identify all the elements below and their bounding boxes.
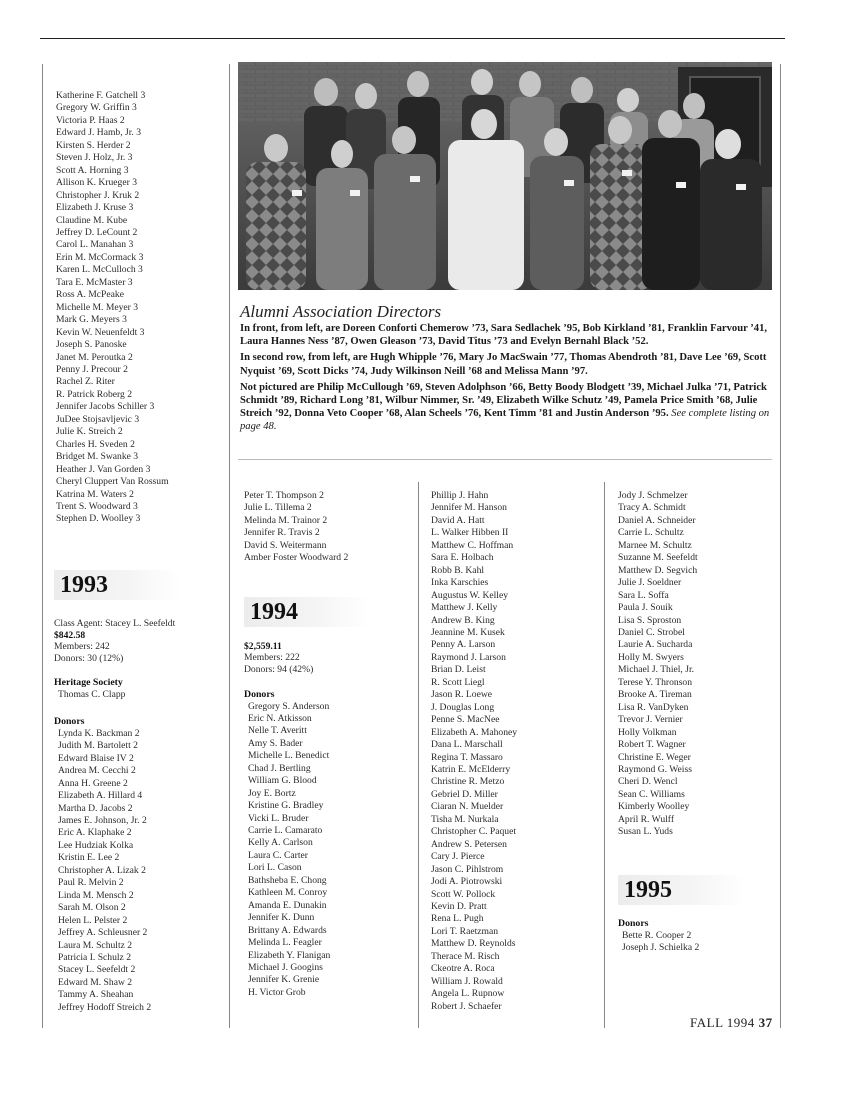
list-item: Ross A. McPeake (56, 289, 124, 301)
list-item: William J. Rowald (431, 975, 503, 987)
list-item: Daniel C. Strobel (618, 626, 685, 638)
photo-caption-title: Alumni Association Directors (240, 302, 442, 321)
members-count: Members: 242 (54, 641, 110, 653)
list-item: Charles H. Sveden 2 (56, 438, 135, 450)
donor-list (618, 490, 778, 839)
group-photo-image (238, 62, 772, 290)
list-item: L. Walker Hibben II (431, 527, 509, 539)
list-item: Jeffrey A. Schleusner 2 (58, 927, 148, 939)
list-item: Gebriel D. Miller (431, 788, 498, 800)
list-item: Carrie L. Schultz (618, 527, 684, 539)
list-item: Regina T. Massaro (431, 751, 503, 763)
column-divider (604, 482, 605, 1028)
list-item: Raymond J. Larson (431, 651, 506, 663)
amount-raised: $2,559.11 (244, 640, 282, 652)
donor-list (618, 930, 778, 955)
list-item: Vicki L. Bruder (248, 812, 309, 824)
list-item: Bridget M. Swanke 3 (56, 451, 139, 463)
list-item: Anna H. Greene 2 (58, 777, 128, 789)
list-item: Andrea M. Cecchi 2 (58, 765, 136, 777)
list-item: David S. Weitermann (244, 539, 327, 551)
list-item: Matthew C. Hoffman (431, 539, 514, 551)
list-item: Augustus W. Kelley (431, 589, 509, 601)
list-item: Edward M. Shaw 2 (58, 976, 133, 988)
list-item: Kathleen M. Conroy (248, 887, 328, 899)
list-item: Paul R. Melvin 2 (58, 877, 124, 889)
list-item: Lisa S. Sproston (618, 614, 682, 626)
column-divider (418, 482, 419, 1028)
list-item: Carol L. Manahan 3 (56, 239, 134, 251)
list-item: Therace M. Risch (431, 950, 500, 962)
list-item: Melinda L. Feagler (248, 937, 322, 949)
members-count: Members: 222 (244, 652, 300, 664)
list-item: Lynda K. Backman 2 (58, 727, 140, 739)
list-item: Scott A. Horning 3 (56, 164, 129, 176)
list-item: Marnee M. Schultz (618, 539, 692, 551)
list-item: Jeffrey Hodoff Streich 2 (58, 1001, 152, 1013)
heritage-society-list (54, 689, 226, 701)
list-item: Jennifer M. Hanson (431, 502, 507, 514)
list-item: Laura M. Schultz 2 (58, 939, 133, 951)
list-item: Holly Volkman (618, 726, 677, 738)
list-item: Inka Karschies (431, 577, 489, 589)
list-item: Tracy A. Schmidt (618, 502, 686, 514)
list-item: Thomas C. Clapp (58, 689, 126, 701)
list-item: Edward Blaise IV 2 (58, 752, 134, 764)
list-item: Joseph J. Schielka 2 (622, 942, 700, 954)
list-item: Angela L. Rupnow (431, 988, 505, 1000)
donors-heading: Donors (244, 688, 275, 700)
list-item: Kimberly Woolley (618, 801, 690, 813)
list-item: Laurie A. Sucharda (618, 639, 693, 651)
not-pictured-text: Not pictured are Philip McCullough ’69, Steven Adolphson ’66, Betty Boody Blodgett ’39, Michael Julka ’71, Patrick Schmidt ’89, Richard Long ’81, Wilbur Nimmer, Sr. ’49, Elizabeth Wilke Schutz ’49, Pamela Price Smith ’68, Julie Streich ’92, Donna Veto Cooper ’68, Alan Scheels ’76, Kent Timm ’81 and Justin Anderson ’95. (240, 381, 767, 420)
list-item: R. Patrick Roberg 2 (56, 388, 133, 400)
donor-list (54, 728, 226, 1014)
list-item: Sara L. Soffa (618, 589, 669, 601)
list-item: Kristin E. Lee 2 (58, 852, 120, 864)
list-item: Jason C. Pihlstrom (431, 863, 504, 875)
list-item: Terese Y. Thronson (618, 676, 693, 688)
list-item: H. Victor Grob (248, 986, 306, 998)
list-item: Michelle M. Meyer 3 (56, 301, 139, 313)
list-item: Joy E. Bortz (248, 787, 296, 799)
list-item: Ciaran N. Muelder (431, 801, 504, 813)
list-item: JuDee Stojsavljevic 3 (56, 413, 140, 425)
list-item: Judith M. Bartolett 2 (58, 740, 138, 752)
list-item: Trevor J. Vernier (618, 714, 683, 726)
list-item: Eric A. Klaphake 2 (58, 827, 132, 839)
issue-label: FALL 1994 (690, 1015, 755, 1030)
list-item: Lori T. Raetzman (431, 925, 499, 937)
caption-divider (238, 459, 772, 460)
list-item: William G. Blood (248, 775, 317, 787)
list-item: Cary J. Pierce (431, 851, 485, 863)
list-item: Erin M. McCormack 3 (56, 251, 144, 263)
list-item: Tisha M. Nurkala (431, 813, 499, 825)
list-item: Christopher A. Lizak 2 (58, 864, 146, 876)
list-item: Heather J. Van Gorden 3 (56, 463, 151, 475)
list-item: Daniel A. Schneider (618, 514, 696, 526)
class-1992-donor-list-continued (244, 490, 416, 565)
list-item: Gregory S. Anderson (248, 700, 330, 712)
caption-second-row: In second row, from left, are Hugh Whipple ’76, Mary Jo MacSwain ’77, Thomas Abendroth ’81, Dave Lee ’69, Scott Nyquist ’69, Scott Dicks ’74, Judy Wilkinson Neill ’68 and Melissa Mann ’97. (240, 352, 767, 377)
list-item: Elizabeth A. Hillard 4 (58, 790, 143, 802)
list-item: Victoria P. Haas 2 (56, 114, 125, 126)
year-heading: 1995 (618, 875, 744, 905)
list-item: Ckeotre A. Roca (431, 963, 495, 975)
list-item: Laura C. Carter (248, 849, 308, 861)
list-item: Kelly A. Carlson (248, 837, 313, 849)
list-item: Patricia I. Schulz 2 (58, 951, 131, 963)
list-item: Christine R. Metzo (431, 776, 505, 788)
see-listing-note: See complete listing on page 48. (240, 408, 770, 433)
list-item: Rachel Z. Riter (56, 376, 115, 388)
list-item: Julie J. Soeldner (618, 577, 682, 589)
list-item: Melinda M. Trainor 2 (244, 514, 328, 526)
list-item: Andrew B. King (431, 614, 495, 626)
top-rule (40, 38, 785, 39)
list-item: April R. Wulff (618, 813, 675, 825)
list-item: Michael J. Googins (248, 962, 323, 974)
list-item: Joseph S. Panoske (56, 339, 127, 351)
list-item: David A. Hatt (431, 514, 485, 526)
list-item: Steven J. Holz, Jr. 3 (56, 152, 133, 164)
list-item: Helen L. Pelster 2 (58, 914, 128, 926)
year-heading: 1993 (54, 570, 180, 600)
list-item: Lee Hudziak Kolka (58, 839, 134, 851)
list-item: Katrina M. Waters 2 (56, 488, 134, 500)
list-item: Mark G. Meyers 3 (56, 314, 127, 326)
list-item: Allison K. Krueger 3 (56, 177, 137, 189)
list-item: Martha D. Jacobs 2 (58, 802, 133, 814)
list-item: Amy S. Bader (248, 737, 303, 749)
list-item: Matthew D. Reynolds (431, 938, 516, 950)
list-item: Amber Foster Woodward 2 (244, 552, 349, 564)
list-item: Bathsheba E. Chong (248, 874, 327, 886)
list-item: Rena L. Pugh (431, 913, 484, 925)
list-item: Matthew D. Segvich (618, 564, 698, 576)
list-item: Penny A. Larson (431, 639, 496, 651)
list-item: Scott W. Pollock (431, 888, 496, 900)
list-item: Andrew S. Petersen (431, 838, 507, 850)
year-heading: 1994 (244, 597, 368, 627)
list-item: Robb B. Kahl (431, 564, 485, 576)
list-item: Stacey L. Seefeldt 2 (58, 964, 136, 976)
list-item: Raymond G. Weiss (618, 763, 692, 775)
list-item: Gregory W. Griffin 3 (56, 102, 137, 114)
list-item: Matthew J. Kelly (431, 602, 498, 614)
heritage-society-heading: Heritage Society (54, 677, 123, 689)
donor-list-column-3 (431, 490, 601, 1013)
list-item: Brian D. Leist (431, 664, 486, 676)
list-item: Kevin W. Neuenfeldt 3 (56, 326, 145, 338)
list-item: Phillip J. Hahn (431, 490, 489, 501)
list-item: Brooke A. Tireman (618, 689, 692, 701)
list-item: Peter T. Thompson 2 (244, 490, 324, 501)
list-item: Robert T. Wagner (618, 739, 686, 751)
donor-list-column-4 (618, 490, 778, 955)
list-item: Stephen D. Woolley 3 (56, 513, 141, 525)
list-item: Jody J. Schmelzer (618, 490, 688, 501)
list-item: Janet M. Peroutka 2 (56, 351, 133, 363)
list-item: Julie L. Tillema 2 (244, 502, 312, 514)
list-item: Cheryl Cluppert Van Rossum (56, 476, 169, 488)
list-item: Susan L. Yuds (618, 826, 673, 838)
list-item: Elizabeth A. Mahoney (431, 726, 518, 738)
list-item: Michelle L. Benedict (248, 750, 330, 762)
list-item: Lisa R. VanDyken (618, 701, 689, 713)
amount-raised: $842.58 (54, 629, 86, 641)
column-divider (229, 64, 230, 1028)
list-item: Jeannine M. Kusek (431, 626, 505, 638)
list-item: Lori L. Cason (248, 862, 302, 874)
list-item: Tara E. McMaster 3 (56, 276, 133, 288)
caption-front-row: In front, from left, are Doreen Conforti Chemerow ’73, Sara Sedlachek ’95, Bob Kirkland ’81, Franklin Farvour ’41, Laura Hannes Ness ’87, Owen Gleason ’73, David Titus ’73 and Evelyn Bernahl Black ’52. (240, 323, 768, 348)
directors-group-photo (238, 62, 772, 290)
donors-count: Donors: 30 (12%) (54, 652, 124, 664)
list-item: James E. Johnson, Jr. 2 (58, 815, 147, 826)
list-item: Chad J. Bertling (248, 762, 311, 774)
list-item: Julie K. Streich 2 (56, 426, 123, 438)
list-item: Katrin E. McElderry (431, 763, 511, 775)
list-item: Penny J. Precour 2 (56, 363, 128, 375)
list-item: Jason R. Loewe (431, 689, 493, 701)
page-footer (690, 1015, 773, 1031)
donors-count: Donors: 94 (42%) (244, 663, 314, 675)
list-item: Dana L. Marschall (431, 739, 503, 751)
list-item: Christopher J. Kruk 2 (56, 189, 140, 201)
class-1994-column-2 (244, 490, 416, 999)
list-item: Kevin D. Pratt (431, 900, 487, 912)
class-agent: Class Agent: Stacey L. Seefeldt (54, 618, 176, 629)
list-item: Linda M. Mensch 2 (58, 889, 134, 901)
photo-caption (240, 322, 770, 437)
list-item: Holly M. Swyers (618, 651, 684, 663)
list-item: Kristine G. Bradley (248, 800, 324, 812)
list-item: Eric N. Atkisson (248, 712, 312, 724)
column-divider (780, 64, 781, 1028)
list-item: Kirsten S. Herder 2 (56, 139, 131, 151)
page-number: 37 (758, 1015, 773, 1030)
list-item: Penne S. MacNee (431, 714, 500, 726)
list-item: Elizabeth Y. Flanigan (248, 949, 331, 961)
list-item: Bette R. Cooper 2 (622, 929, 692, 941)
list-item: Jennifer R. Travis 2 (244, 527, 320, 539)
list-item: Amanda E. Dunakin (248, 899, 327, 911)
list-item: Sara E. Holbach (431, 552, 494, 564)
list-item: Katherine F. Gatchell 3 (56, 90, 146, 101)
list-item: Jennifer Jacobs Schiller 3 (56, 401, 155, 413)
list-item: Jodi A. Piotrowski (431, 876, 503, 888)
list-item: Trent S. Woodward 3 (56, 500, 138, 512)
donors-heading: Donors (618, 917, 649, 929)
list-item: Claudine M. Kube (56, 214, 128, 226)
list-item: Christine E. Weger (618, 751, 691, 763)
list-item: Jennifer K. Dunn (248, 912, 315, 924)
list-item: Tammy A. Sheahan (58, 989, 134, 1001)
donor-list (244, 701, 416, 1000)
caption-not-pictured (240, 381, 770, 434)
list-item: Robert J. Schaefer (431, 1000, 502, 1012)
list-item: Jennifer K. Grenie (248, 974, 320, 986)
class-1992-donor-list (56, 90, 226, 526)
list-item: Elizabeth J. Kruse 3 (56, 202, 134, 214)
list-item: Michael J. Thiel, Jr. (618, 664, 695, 676)
list-item: Sean C. Williams (618, 788, 685, 800)
list-item: Suzanne M. Seefeldt (618, 552, 698, 564)
list-item: J. Douglas Long (431, 701, 495, 713)
list-item: Karen L. McCulloch 3 (56, 264, 143, 276)
list-item: Brittany A. Edwards (248, 924, 327, 936)
list-item: Sarah M. Olson 2 (58, 902, 126, 914)
class-1993-section (54, 570, 226, 1014)
list-item: Edward J. Hamb, Jr. 3 (56, 127, 141, 139)
list-item: Carrie L. Camarato (248, 825, 323, 837)
list-item: Jeffrey D. LeCount 2 (56, 226, 138, 238)
list-item: Cheri D. Wencl (618, 776, 678, 788)
list-item: Nelle T. Averitt (248, 725, 307, 737)
list-item: Christopher C. Paquet (431, 826, 517, 838)
list-item: R. Scott Liegl (431, 676, 485, 688)
list-item: Paula J. Souik (618, 602, 673, 614)
donors-heading: Donors (54, 715, 85, 727)
column-divider (42, 64, 43, 1028)
